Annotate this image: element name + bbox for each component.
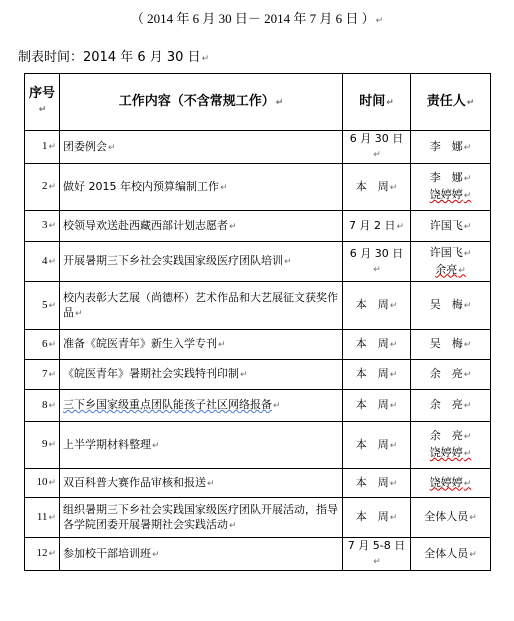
row-number: 12↵: [25, 538, 60, 571]
owner-name: 饶婷婷↵: [429, 446, 472, 459]
time-cell: 7 月 5-8 日↵: [343, 538, 411, 571]
paragraph-mark: ↵: [201, 54, 210, 64]
table-row: [25, 131, 491, 164]
time-cell: 本 周↵: [343, 164, 411, 211]
owner-cell: [411, 242, 491, 282]
owner-name: 许国飞↵: [429, 245, 472, 259]
time-cell: 6 月 30 日↵: [343, 242, 411, 282]
row-number: 1↵: [25, 131, 60, 164]
time-cell: 本 周↵: [343, 282, 411, 330]
owner-cell: [411, 164, 491, 211]
row-number: 10↵: [25, 469, 60, 498]
time-cell: 本 周↵: [343, 469, 411, 498]
time-cell: 7 月 2 日↵: [343, 211, 411, 242]
owner-name: 李 娜↵: [429, 171, 472, 184]
made-time-line: [18, 46, 209, 65]
table-row: [25, 390, 491, 422]
task-cell: 校领导欢送赴西藏西部计划志愿者↵: [60, 211, 343, 242]
task-cell: 参加校干部培训班↵: [60, 538, 343, 571]
row-number: 2↵: [25, 164, 60, 211]
owner-cell: [411, 498, 491, 538]
task-cell: 上半学期材料整理↵: [60, 422, 343, 469]
task-cell: 三下乡国家级重点团队能孩子社区网络报备↵: [60, 390, 343, 422]
owner-cell: [411, 211, 491, 242]
row-number: 4↵: [25, 242, 60, 282]
owner-cell: [411, 360, 491, 390]
table-row: [25, 242, 491, 282]
owner-name: 余 亮↵: [429, 429, 472, 442]
time-cell: 本 周↵: [343, 498, 411, 538]
time-cell: 本 周↵: [343, 390, 411, 422]
column-header-no: 序号↵: [25, 74, 60, 131]
date-range-line: [0, 8, 514, 27]
task-cell: 校内表彰大艺展（尚德杯）艺术作品和大艺展征文获奖作品↵: [60, 282, 343, 330]
task-cell: 团委例会↵: [60, 131, 343, 164]
table-row: [25, 360, 491, 390]
row-number: 9↵: [25, 422, 60, 469]
paragraph-mark: ↵: [375, 16, 384, 26]
owner-name: 饶婷婷↵: [429, 475, 472, 489]
task-cell: 开展暑期三下乡社会实践国家级医疗团队培训↵: [60, 242, 343, 282]
table-row: [25, 538, 491, 571]
owner-cell: [411, 330, 491, 360]
column-header-task: 工作内容（不含常规工作）↵: [60, 74, 343, 131]
owner-name: 吴 梅↵: [429, 337, 472, 350]
owner-name: 李 娜↵: [429, 139, 472, 153]
owner-name: 饶婷婷↵: [429, 188, 472, 201]
row-number: 5↵: [25, 282, 60, 330]
owner-cell: [411, 390, 491, 422]
row-number: 6↵: [25, 330, 60, 360]
table-row: [25, 498, 491, 538]
owner-name: 余亮↵: [435, 262, 466, 276]
table-row: [25, 422, 491, 469]
column-header-owner: 责任人↵: [411, 74, 491, 131]
time-cell: 6 月 30 日↵: [343, 131, 411, 164]
task-cell: 《皖医青年》暑期社会实践特刊印制↵: [60, 360, 343, 390]
owner-cell: [411, 131, 491, 164]
table-row: [25, 469, 491, 498]
task-cell: 组织暑期三下乡社会实践国家级医疗团队开展活动，指导各学院团委开展暑期社会实践活动↵: [60, 498, 343, 538]
made-time-label: 制表时间：: [18, 50, 84, 65]
column-header-time: 时间↵: [343, 74, 411, 131]
owner-name: 全体人员↵: [424, 510, 477, 523]
owner-name: 吴 梅↵: [429, 298, 472, 311]
row-number: 7↵: [25, 360, 60, 390]
table-row: [25, 211, 491, 242]
date-range-text: （ 2014 年 6 月 30 日－ 2014 年 7 月 6 日 ）: [130, 11, 375, 26]
time-cell: 本 周↵: [343, 360, 411, 390]
owner-name: 余 亮↵: [429, 398, 472, 411]
table-row: [25, 282, 491, 330]
table-row: [25, 330, 491, 360]
task-cell: 做好 2015 年校内预算编制工作↵: [60, 164, 343, 211]
table-row: [25, 164, 491, 211]
row-number: 8↵: [25, 390, 60, 422]
row-number: 3↵: [25, 211, 60, 242]
owner-name: 许国飞↵: [429, 218, 472, 232]
owner-cell: [411, 469, 491, 498]
task-cell: 双百科普大赛作品审核和报送↵: [60, 469, 343, 498]
time-cell: 本 周↵: [343, 330, 411, 360]
owner-name: 余 亮↵: [429, 367, 472, 380]
task-cell: 准备《皖医青年》新生入学专刊↵: [60, 330, 343, 360]
owner-cell: [411, 538, 491, 571]
work-schedule-table: [24, 73, 491, 571]
table-body: [25, 131, 491, 571]
owner-cell: [411, 422, 491, 469]
row-number: 11↵: [25, 498, 60, 538]
owner-name: 全体人员↵: [424, 546, 477, 560]
made-time-value: 2014 年 6 月 30 日: [83, 50, 201, 65]
owner-cell: [411, 282, 491, 330]
time-cell: 本 周↵: [343, 422, 411, 469]
table-header-row: [25, 74, 491, 131]
